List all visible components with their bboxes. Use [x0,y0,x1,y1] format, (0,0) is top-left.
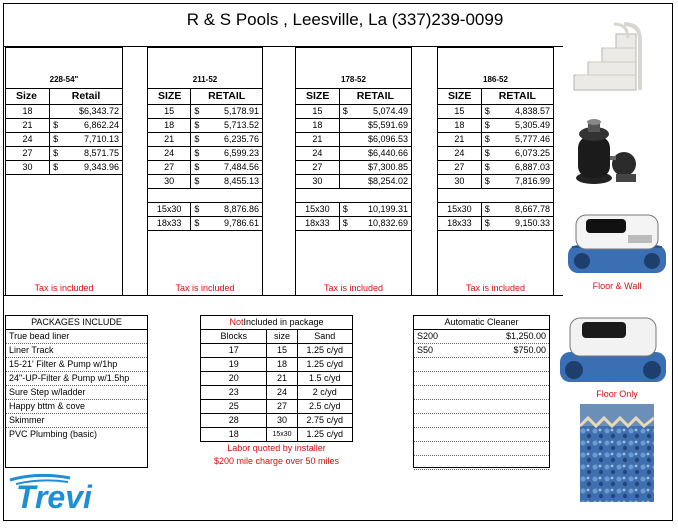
price-amount: $7,300.85 [367,162,408,172]
not-included-cell: 23 [201,386,267,399]
not-included-cell: 25 [201,400,267,413]
currency-symbol: $ [194,162,200,172]
not-included-cell: 20 [201,372,267,385]
currency-symbol: $ [194,176,200,186]
currency-symbol: $ [484,176,490,186]
not-included-header-row [201,330,352,344]
not-included-row [201,344,352,358]
price-amount: 6,073.25 [514,148,550,158]
price-cell [191,119,262,132]
not-included-cell: 24 [267,386,297,399]
size-cell: 27 [296,161,340,174]
cleaner-model: S50 [417,345,434,355]
price-row [148,161,262,175]
package-item: PVC Plumbing (basic) [9,429,98,439]
not-included-title-red: Not [229,317,244,327]
not-included-cell: 1.25 c/yd [306,429,344,439]
cleaner-empty-row [414,386,549,400]
price-row [438,119,553,133]
size-cell: 18 [296,119,340,132]
price-amount: $5,591.69 [367,120,408,130]
cleaner-price: $1,250.00 [505,331,546,341]
filter-pump-image [572,118,640,188]
robot-cleaner-floor-only-image [556,310,670,386]
not-included-table [200,315,353,468]
tax-note: Tax is included [323,283,384,293]
price-cell [482,203,553,216]
size-column-header: SIZE [148,89,191,104]
price-cell [191,175,262,188]
size-column-header: SIZE [296,89,340,104]
model-label: 211-52 [192,75,218,84]
price-row [296,161,411,175]
price-table-228-54 [5,47,123,296]
cleaner-empty-row [414,372,549,386]
price-amount: 5,178.91 [223,106,259,116]
price-amount: 6,235.76 [223,134,259,144]
price-amount: 4,838.57 [514,106,550,116]
price-amount: 8,455.13 [223,176,259,186]
price-row [296,147,411,161]
price-amount: 7,710.13 [83,134,119,144]
currency-symbol: $ [484,106,490,116]
not-included-title-rest: Included in package [243,317,324,327]
price-row [296,203,411,217]
price-cell [340,105,411,118]
price-amount: 6,887.03 [514,162,550,172]
not-included-header: Sand [314,331,336,341]
not-included-cell: 17 [201,344,267,357]
price-row [148,133,262,147]
price-cell [50,133,122,146]
cleaner-empty-row [414,414,549,428]
not-included-cell: 21 [267,372,297,385]
price-cell [482,217,553,230]
currency-symbol: $ [194,120,200,130]
cleaner-empty-row [414,358,549,372]
model-label: 186-52 [483,75,508,84]
currency-symbol: $ [484,148,490,158]
cleaner-empty-row [414,456,549,470]
size-cell: 18 [148,119,191,132]
size-column-header: Size [6,89,50,104]
size-cell: 15x30 [148,203,191,216]
size-cell: 24 [296,147,340,160]
package-item: Liner Track [6,344,147,358]
size-cell: 18x33 [438,217,482,230]
size-cell: 18x33 [296,217,340,230]
price-row [148,175,262,189]
size-cell: 15 [438,105,482,118]
automatic-cleaner-table [413,315,550,468]
size-cell: 24 [6,133,50,146]
price-amount: 5,777.46 [514,134,550,144]
model-header [6,48,122,89]
price-cell [340,161,411,174]
not-included-row [201,400,352,414]
package-item: Happy bttm & cove [6,400,147,414]
price-amount: 5,713.52 [223,120,259,130]
size-cell: 30 [438,175,482,188]
price-row [6,119,122,133]
model-label: 178-52 [341,75,366,84]
currency-symbol: $ [53,134,59,144]
currency-symbol: $ [484,120,490,130]
price-amount: 7,484.56 [223,162,259,172]
price-row [438,105,553,119]
currency-symbol: $ [484,134,490,144]
currency-symbol: $ [194,218,200,228]
price-column-header: RETAIL [356,90,394,102]
spacer-row [148,189,262,203]
price-cell [340,203,411,216]
price-row [438,147,553,161]
price-amount: $6,096.53 [367,134,408,144]
price-cell [50,105,122,118]
size-cell: 21 [296,133,340,146]
not-included-cell: 1.25 c/yd [306,359,344,369]
size-cell: 15 [148,105,191,118]
not-included-cell: 18 [201,428,267,441]
not-included-cell: 19 [201,358,267,371]
packages-title: PACKAGES INCLUDE [6,316,147,330]
price-amount: 5,074.49 [372,106,408,116]
currency-symbol: $ [53,162,59,172]
not-included-cell: 15 [267,344,297,357]
cleaner-price: $750.00 [513,345,546,355]
price-cell [191,203,262,216]
price-cell [340,175,411,188]
cleaner-title: Automatic Cleaner [414,316,549,330]
trevi-logo [8,470,118,514]
pool-steps-image [566,20,650,98]
price-amount: 9,343.96 [83,162,119,172]
not-included-cell: 18 [267,358,297,371]
trevi-logo-graphic [8,470,118,514]
size-cell: 27 [438,161,482,174]
currency-symbol: $ [53,148,59,158]
price-cell [50,147,122,160]
currency-symbol: $ [194,134,200,144]
price-row [296,105,411,119]
price-amount: 6,599.23 [223,148,259,158]
size-cell: 30 [296,175,340,188]
price-row [148,217,262,231]
price-cell [191,217,262,230]
price-amount: 6,862.24 [83,120,119,130]
spacer-row [296,189,411,203]
not-included-cell: 27 [267,400,297,413]
price-cell [191,105,262,118]
model-label: 228-54" [49,75,79,84]
cleaner-empty-row [414,442,549,456]
package-item: True bead liner [6,330,147,344]
price-amount: 9,786.61 [223,218,259,228]
tax-note: Tax is included [34,283,94,293]
price-column-header: RETAIL [208,90,246,102]
cleaner-row [414,344,549,358]
price-amount: $6,440.66 [367,148,408,158]
package-item: 24"-UP-Filter & Pump w/1.5hp [6,372,147,386]
not-included-cell: 1.5 c/yd [309,373,341,383]
price-amount: $6,343.72 [78,106,119,116]
price-cell [482,119,553,132]
size-column-header: SIZE [438,89,482,104]
price-cell [191,133,262,146]
not-included-cell: 30 [267,414,297,427]
floor-only-caption: Floor Only [596,389,638,399]
not-included-cell: 2.75 c/yd [306,415,344,425]
price-row [6,161,122,175]
currency-symbol: $ [484,218,490,228]
price-amount: 7,816.99 [514,176,550,186]
not-included-cell: 1.25 c/yd [306,345,344,355]
labor-note: Labor quoted by installer [227,443,326,453]
not-included-header: Blocks [201,330,267,343]
floor-wall-caption: Floor & Wall [592,281,642,291]
currency-symbol: $ [53,120,59,130]
price-row [438,217,553,231]
size-cell: 24 [148,147,191,160]
price-row [438,175,553,189]
currency-symbol: $ [342,106,348,116]
package-item: Sure Step w/ladder [6,386,147,400]
currency-symbol: $ [342,218,348,228]
size-cell: 18 [438,119,482,132]
price-cell [50,161,122,174]
price-column-header: Retail [71,90,101,102]
size-cell: 27 [148,161,191,174]
cleaner-empty-row [414,400,549,414]
column-header-row [6,89,122,105]
currency-symbol: $ [342,204,348,214]
price-row [148,203,262,217]
model-header [148,48,262,89]
cleaner-model: S200 [417,331,439,341]
size-cell: 21 [6,119,50,132]
price-amount: 8,876.86 [223,204,259,214]
size-cell: 18 [6,105,50,118]
price-table-211-52 [147,47,263,296]
price-row [148,105,262,119]
not-included-title [200,315,353,330]
price-cell [482,133,553,146]
page-title: R & S Pools , Leesville, La (337)239-0099 [186,10,504,29]
size-cell: 27 [6,147,50,160]
liner-pattern-image [580,404,654,502]
not-included-row [201,372,352,386]
price-amount: 10,199.31 [367,204,408,214]
model-header [296,48,411,89]
size-cell: 21 [148,133,191,146]
price-cell [50,119,122,132]
size-cell: 24 [438,147,482,160]
price-table-186-52 [437,47,554,296]
price-cell [191,161,262,174]
cleaner-empty-row [414,428,549,442]
price-cell [340,217,411,230]
not-included-row [201,358,352,372]
price-row [148,119,262,133]
not-included-row [201,428,352,442]
price-row [438,203,553,217]
model-header [438,48,553,89]
currency-symbol: $ [484,162,490,172]
price-amount: 8,571.75 [83,148,119,158]
price-cell [482,161,553,174]
column-header-row [296,89,411,105]
not-included-header: size [267,330,297,343]
currency-symbol: $ [484,204,490,214]
price-amount: $8,254.02 [367,176,408,186]
cleaner-row [414,330,549,344]
package-item: 15-21' Filter & Pump w/1hp [6,358,147,372]
size-cell: 15x30 [296,203,340,216]
price-row [296,119,411,133]
price-cell [340,133,411,146]
price-amount: 8,667.78 [514,204,550,214]
price-amount: 5,305.49 [514,120,550,130]
trevi-logo-text: Trevi [16,479,92,514]
robot-cleaner-floor-wall-image [562,205,672,277]
column-header-row [148,89,262,105]
size-cell: 18x33 [148,217,191,230]
package-item: Skimmer [6,414,147,428]
price-row [438,133,553,147]
price-row [296,217,411,231]
currency-symbol: $ [194,204,200,214]
price-row [296,175,411,189]
size-cell: 21 [438,133,482,146]
size-cell: 30 [6,161,50,174]
mileage-note: $200 mile charge over 50 miles [213,456,340,466]
column-header-row [438,89,553,105]
price-table-178-52 [295,47,412,296]
price-row [296,133,411,147]
cleaner-empty-row [414,470,549,483]
not-included-cell: 2 c/yd [312,387,337,397]
price-cell [340,119,411,132]
not-included-cell: 15x30 [267,428,297,441]
not-included-cell: 2.5 c/yd [309,401,341,411]
spacer-row [438,189,553,203]
size-cell: 15x30 [438,203,482,216]
tax-note: Tax is included [175,283,235,293]
price-row [6,147,122,161]
price-cell [482,175,553,188]
not-included-cell: 28 [201,414,267,427]
size-cell: 30 [148,175,191,188]
price-row [6,133,122,147]
tax-note: Tax is included [465,283,526,293]
price-cell [340,147,411,160]
price-row [148,147,262,161]
price-cell [482,105,553,118]
not-included-row [201,414,352,428]
price-column-header: RETAIL [498,90,536,102]
price-cell [191,147,262,160]
price-amount: 10,832.69 [367,218,408,228]
packages-include-table [5,315,148,468]
price-amount: 9,150.33 [514,218,550,228]
currency-symbol: $ [194,148,200,158]
price-row [438,161,553,175]
price-cell [482,147,553,160]
not-included-row [201,386,352,400]
currency-symbol: $ [194,106,200,116]
size-cell: 15 [296,105,340,118]
price-row [6,105,122,119]
